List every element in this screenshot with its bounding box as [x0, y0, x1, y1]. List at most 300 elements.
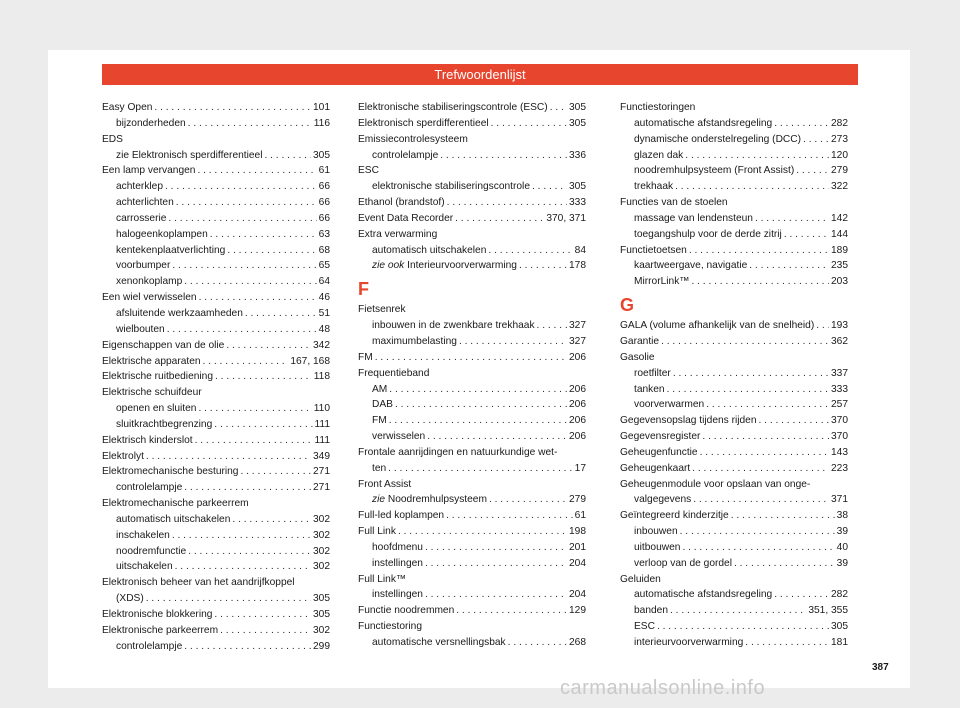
entry-page-ref: 305 [313, 609, 330, 620]
entry-term: verwisselen [372, 431, 426, 443]
index-subentry [102, 480, 330, 496]
entry-page-ref: 302 [313, 545, 330, 557]
dot-leader [682, 540, 834, 556]
dot-leader [693, 492, 829, 508]
index-heading: Elektronisch beheer van het aandrijfkoppel [102, 577, 295, 589]
dot-leader [447, 195, 567, 211]
entry-page-ref: 327 [569, 320, 586, 332]
entry-term: Full-led koplampen [358, 510, 445, 522]
entry-page-ref: 142 [831, 212, 848, 224]
entry-page-ref: 302 [313, 513, 330, 525]
index-subentry [620, 619, 848, 635]
entry-term: hoofdmenu [372, 541, 423, 553]
entry-term: tanken [634, 383, 665, 395]
entry-term: Easy Open [102, 102, 153, 113]
index-subentry [620, 635, 848, 651]
dot-leader [184, 480, 311, 496]
index-subentry [620, 148, 848, 164]
dot-leader [188, 544, 311, 560]
index-subentry [620, 211, 848, 227]
index-column-3 [620, 100, 848, 651]
entry-term: uitbouwen [634, 541, 681, 553]
index-heading: Functiestoringen [620, 102, 696, 113]
index-entry [102, 338, 330, 354]
entry-page-ref: 371 [831, 494, 848, 506]
dot-leader [661, 334, 829, 350]
index-subentry [358, 635, 586, 651]
entry-page-ref: 39 [836, 557, 848, 569]
dot-leader [537, 318, 567, 334]
entry-term: wielbouten [116, 323, 165, 335]
entry-term: automatische afstandsregeling [634, 117, 773, 129]
dot-leader [489, 492, 567, 508]
entry-page-ref: 271 [313, 482, 330, 494]
dot-leader [427, 429, 567, 445]
entry-page-ref: 342 [313, 339, 330, 351]
entry-term: Een lamp vervangen [102, 165, 196, 177]
index-entry [620, 334, 848, 350]
entry-page-ref: 204 [569, 557, 586, 569]
index-subentry [358, 556, 586, 572]
index-entry [620, 508, 848, 524]
entry-page-ref: 279 [569, 494, 586, 506]
index-entry [620, 445, 848, 461]
index-subentry [620, 556, 848, 572]
entry-term: Ethanol (brandstof) [358, 197, 445, 209]
entry-page-ref: 203 [831, 276, 848, 288]
entry-term: FM [358, 351, 373, 363]
index-subentry [358, 492, 586, 508]
entry-page-ref: 167, 168 [290, 355, 330, 367]
index-entry [102, 369, 330, 385]
dot-leader [220, 623, 311, 639]
entry-page-ref: 273 [831, 133, 848, 145]
index-subentry [620, 397, 848, 413]
dot-leader [232, 512, 311, 528]
index-heading: Elektromechanische parkeerrem [102, 498, 249, 510]
dot-leader [706, 397, 829, 413]
entry-page-ref: 279 [831, 165, 848, 177]
entry-term: MirrorLink™ [634, 276, 690, 288]
index-subentry [358, 179, 586, 195]
dot-leader [816, 318, 829, 334]
entry-page-ref: 370 [831, 415, 848, 427]
dot-leader [184, 639, 311, 655]
index-entry [358, 524, 586, 540]
index-entry [102, 354, 330, 370]
entry-page-ref: 206 [569, 351, 586, 363]
dot-leader [197, 163, 316, 179]
entry-page-ref: 305 [831, 621, 848, 633]
entry-page-ref: 299 [313, 640, 330, 652]
entry-page-ref: 189 [831, 244, 848, 256]
entry-page-ref: 302 [313, 529, 330, 541]
entry-page-ref: 66 [318, 197, 330, 209]
dot-leader [759, 413, 830, 429]
index-subentry [102, 116, 330, 132]
entry-page-ref: 349 [313, 450, 330, 462]
entry-term: Gegevensopslag tijdens rijden [620, 415, 757, 427]
index-entry [102, 433, 330, 449]
entry-page-ref: 39 [836, 526, 848, 538]
dot-leader [692, 461, 829, 477]
entry-term: Geïntegreerd kinderzitje [620, 510, 729, 522]
index-entry [358, 350, 586, 366]
dot-leader [657, 619, 829, 635]
entry-term: ESC [634, 621, 655, 633]
entry-term: Elektrische ruitbediening [102, 371, 213, 383]
index-heading: Extra verwarming [358, 228, 438, 240]
index-subentry [102, 148, 330, 164]
entry-page-ref: 257 [831, 399, 848, 411]
entry-term: inbouwen in de zwenkbare trekhaak [372, 320, 535, 332]
dot-leader [398, 524, 567, 540]
dot-leader [175, 559, 311, 575]
entry-term: openen en sluiten [116, 403, 197, 415]
entry-page-ref: 101 [313, 102, 330, 113]
dot-leader [167, 322, 317, 338]
dot-leader [749, 258, 829, 274]
entry-term: sluitkrachtbegrenzing [116, 418, 213, 430]
index-subentry [620, 603, 848, 619]
entry-page-ref: 48 [318, 323, 330, 335]
entry-term: halogeenkoplampen [116, 228, 208, 240]
entry-term: Elektronisch sperdifferentieel [358, 117, 489, 129]
index-entry [620, 243, 848, 259]
dot-leader [734, 556, 835, 572]
entry-page-ref: 362 [831, 335, 848, 347]
dot-leader [154, 100, 311, 116]
entry-term: AM [372, 383, 388, 395]
entry-term: voorbumper [116, 260, 171, 272]
entry-page-ref: 143 [831, 446, 848, 458]
dot-leader [488, 243, 572, 259]
entry-page-ref: 336 [569, 149, 586, 161]
entry-page-ref: 84 [574, 244, 586, 256]
dot-leader [774, 587, 829, 603]
entry-term: Gegevensregister [620, 431, 701, 443]
dot-leader [440, 148, 567, 164]
entry-term: voorverwarmen [634, 399, 705, 411]
dot-leader [176, 195, 317, 211]
entry-page-ref: 333 [569, 197, 586, 209]
entry-page-ref: 116 [313, 117, 330, 129]
dot-leader [168, 211, 316, 227]
entry-page-ref: 282 [831, 117, 848, 129]
entry-term: Functietoetsen [620, 244, 687, 256]
dot-leader [264, 148, 311, 164]
index-subentry [102, 274, 330, 290]
entry-term: Elektromechanische besturing [102, 466, 239, 478]
dot-leader [491, 116, 567, 132]
entry-page-ref: 206 [569, 399, 586, 411]
dot-leader [519, 258, 567, 274]
entry-page-ref: 305 [569, 117, 586, 129]
entry-term: (XDS) [116, 593, 144, 605]
index-heading: Geheugenmodule voor opslaan van onge- [620, 478, 811, 490]
index-entry [102, 449, 330, 465]
entry-term: kentekenplaatverlichting [116, 244, 226, 256]
entry-term: achterklep [116, 181, 164, 193]
dot-leader [226, 338, 311, 354]
index-subentry [102, 322, 330, 338]
entry-term: inbouwen [634, 526, 678, 538]
dot-leader [689, 243, 829, 259]
entry-term: toegangshulp voor de derde zitrij [634, 228, 782, 240]
entry-term: elektronische stabiliseringscontrole [372, 181, 530, 193]
entry-page-ref: 206 [569, 383, 586, 395]
index-subentry [620, 524, 848, 540]
entry-page-ref: 64 [318, 276, 330, 288]
index-subentry [102, 544, 330, 560]
dot-leader [198, 401, 311, 417]
entry-term: FM [372, 415, 387, 427]
index-heading: Geluiden [620, 573, 661, 585]
entry-page-ref: 370, 371 [546, 212, 586, 224]
entry-term: roetfilter [634, 367, 671, 379]
entry-page-ref: 111 [314, 418, 330, 430]
entry-page-ref: 17 [574, 462, 586, 474]
entry-term: trekhaak [634, 181, 674, 193]
entry-term: automatisch uitschakelen [372, 244, 487, 256]
entry-term: Een wiel verwisselen [102, 292, 197, 304]
entry-term: controlelampje [116, 482, 183, 494]
index-entry [358, 603, 586, 619]
entry-term: glazen dak [634, 149, 684, 161]
dot-leader [532, 179, 567, 195]
dot-leader [459, 334, 567, 350]
index-column-2 [358, 100, 586, 651]
dot-leader [240, 464, 311, 480]
index-subentry [358, 382, 586, 398]
entry-term: noodremhulpsysteem (Front Assist) [634, 165, 795, 177]
index-subentry [102, 179, 330, 195]
entry-term: Garantie [620, 335, 660, 347]
dot-leader [188, 116, 312, 132]
dot-leader [388, 461, 572, 477]
index-subentry [358, 148, 586, 164]
entry-term: ten [372, 462, 387, 474]
entry-term: GALA (volume afhankelijk van de snelheid) [620, 320, 815, 332]
index-subentry [358, 258, 586, 274]
entry-page-ref: 322 [831, 181, 848, 193]
dot-leader [245, 306, 317, 322]
dot-leader [214, 607, 311, 623]
dot-leader [456, 603, 567, 619]
index-subentry [358, 413, 586, 429]
index-subentry [620, 163, 848, 179]
index-subentry [358, 429, 586, 445]
entry-page-ref: 193 [831, 320, 848, 332]
dot-leader [446, 508, 573, 524]
index-subentry [620, 227, 848, 243]
dot-leader [670, 603, 806, 619]
dot-leader [774, 116, 829, 132]
entry-page-ref: 327 [569, 335, 586, 347]
index-entry [620, 461, 848, 477]
section-letter: G [620, 295, 635, 316]
entry-page-ref: 271 [313, 466, 330, 478]
index-subentry [358, 243, 586, 259]
entry-term: automatische versnellingsbak [372, 637, 506, 648]
entry-term: instellingen [372, 589, 423, 601]
index-subentry [102, 591, 330, 607]
index-subentry [620, 116, 848, 132]
entry-page-ref: 68 [318, 244, 330, 256]
entry-term: interieurvoorverwarming [634, 637, 744, 648]
index-column-1 [102, 100, 330, 655]
index-entry [358, 100, 586, 116]
index-subentry [358, 461, 586, 477]
entry-page-ref: 144 [831, 228, 848, 240]
index-subentry [102, 417, 330, 433]
index-heading: Frequentieband [358, 367, 430, 379]
entry-page-ref: 118 [313, 371, 330, 383]
entry-page-ref: 178 [569, 260, 586, 272]
page-title: Trefwoordenlijst [102, 64, 858, 85]
entry-term: Eigenschappen van de olie [102, 339, 225, 351]
dot-leader [425, 556, 567, 572]
index-subentry [620, 587, 848, 603]
dot-leader [700, 445, 829, 461]
entry-page-ref: 282 [831, 589, 848, 601]
entry-term: DAB [372, 399, 393, 411]
entry-term: Elektrisch kinderslot [102, 434, 193, 446]
entry-page-ref: 129 [569, 605, 586, 617]
entry-page-ref: 120 [831, 149, 848, 161]
index-subentry [358, 334, 586, 350]
index-entry [102, 290, 330, 306]
dot-leader [755, 211, 829, 227]
dot-leader [199, 290, 317, 306]
index-heading: Gasolie [620, 351, 655, 363]
entry-term: Geheugenfunctie [620, 446, 698, 458]
index-entry [358, 195, 586, 211]
index-subentry [102, 243, 330, 259]
entry-page-ref: 111 [314, 434, 330, 446]
index-subentry [358, 587, 586, 603]
entry-page-ref: 305 [313, 149, 330, 161]
entry-term: inschakelen [116, 529, 170, 541]
dot-leader [389, 413, 567, 429]
entry-page-ref: 370 [831, 431, 848, 443]
index-subentry [620, 179, 848, 195]
entry-page-ref: 66 [318, 181, 330, 193]
index-subentry [102, 195, 330, 211]
index-subentry [358, 397, 586, 413]
index-heading: Elektrische schuifdeur [102, 387, 202, 399]
entry-page-ref: 337 [831, 367, 848, 379]
entry-page-ref: 40 [836, 541, 848, 553]
entry-page-ref: 351, 355 [808, 605, 848, 617]
entry-page-ref: 66 [318, 212, 330, 224]
entry-term: noodremfunctie [116, 545, 187, 557]
entry-page-ref: 204 [569, 589, 586, 601]
index-subentry [620, 540, 848, 556]
entry-page-ref: 305 [569, 181, 586, 193]
entry-term: verloop van de gordel [634, 557, 732, 569]
index-entry [358, 211, 586, 227]
dot-leader [550, 100, 567, 116]
index-heading: Emissiecontrolesysteem [358, 133, 468, 145]
entry-page-ref: 305 [313, 593, 330, 605]
index-entry [102, 464, 330, 480]
entry-term: bijzonderheden [116, 117, 186, 129]
entry-page-ref: 305 [569, 102, 586, 113]
dot-leader [389, 382, 567, 398]
index-heading: Fietsenrek [358, 304, 406, 316]
entry-term: automatisch uitschakelen [116, 513, 231, 525]
index-heading: Full Link™ [358, 573, 407, 585]
entry-term: zie Elektronisch sperdifferentieel [116, 149, 263, 161]
entry-term: zie ook Interieurvoorverwarming [372, 260, 517, 272]
entry-page-ref: 61 [574, 510, 586, 522]
entry-term: Elektrische apparaten [102, 355, 201, 367]
index-subentry [102, 401, 330, 417]
dot-leader [215, 369, 312, 385]
index-subentry [620, 492, 848, 508]
index-entry [620, 413, 848, 429]
entry-term: Functie noodremmen [358, 605, 455, 617]
entry-page-ref: 333 [831, 383, 848, 395]
dot-leader [803, 132, 829, 148]
entry-page-ref: 46 [318, 292, 330, 304]
entry-page-ref: 181 [831, 637, 848, 648]
dot-leader [731, 508, 835, 524]
index-subentry [358, 540, 586, 556]
entry-term: Elektronische stabiliseringscontrole (ESC) [358, 102, 548, 113]
entry-page-ref: 302 [313, 561, 330, 573]
dot-leader [184, 274, 316, 290]
index-subentry [620, 274, 848, 290]
entry-term: banden [634, 605, 668, 617]
entry-term: Full Link [358, 526, 396, 538]
entry-page-ref: 206 [569, 415, 586, 427]
entry-term: carrosserie [116, 212, 167, 224]
index-subentry [102, 211, 330, 227]
entry-term: Elektronische blokkering [102, 609, 213, 620]
entry-page-ref: 65 [318, 260, 330, 272]
section-letter: F [358, 279, 369, 300]
dot-leader [796, 163, 829, 179]
dot-leader [745, 635, 829, 651]
entry-term: afsluitende werkzaamheden [116, 307, 243, 319]
entry-page-ref: 302 [313, 624, 330, 636]
entry-page-ref: 38 [836, 510, 848, 522]
dot-leader [673, 366, 829, 382]
index-entry [102, 623, 330, 639]
entry-term: Elektrolyt [102, 450, 144, 462]
index-subentry [620, 366, 848, 382]
dot-leader [675, 179, 829, 195]
dot-leader [702, 429, 829, 445]
index-heading: Functiestoring [358, 621, 422, 633]
index-subentry [102, 559, 330, 575]
entry-page-ref: 110 [313, 403, 330, 415]
index-entry [620, 429, 848, 445]
dot-leader [375, 350, 567, 366]
index-subentry [102, 528, 330, 544]
entry-term: controlelampje [372, 149, 439, 161]
dot-leader [395, 397, 567, 413]
index-entry [620, 318, 848, 334]
index-subentry [102, 639, 330, 655]
entry-term: massage van lendensteun [634, 212, 753, 224]
dot-leader [691, 274, 829, 290]
entry-term: controlelampje [116, 640, 183, 652]
dot-leader [214, 417, 312, 433]
dot-leader [455, 211, 544, 227]
